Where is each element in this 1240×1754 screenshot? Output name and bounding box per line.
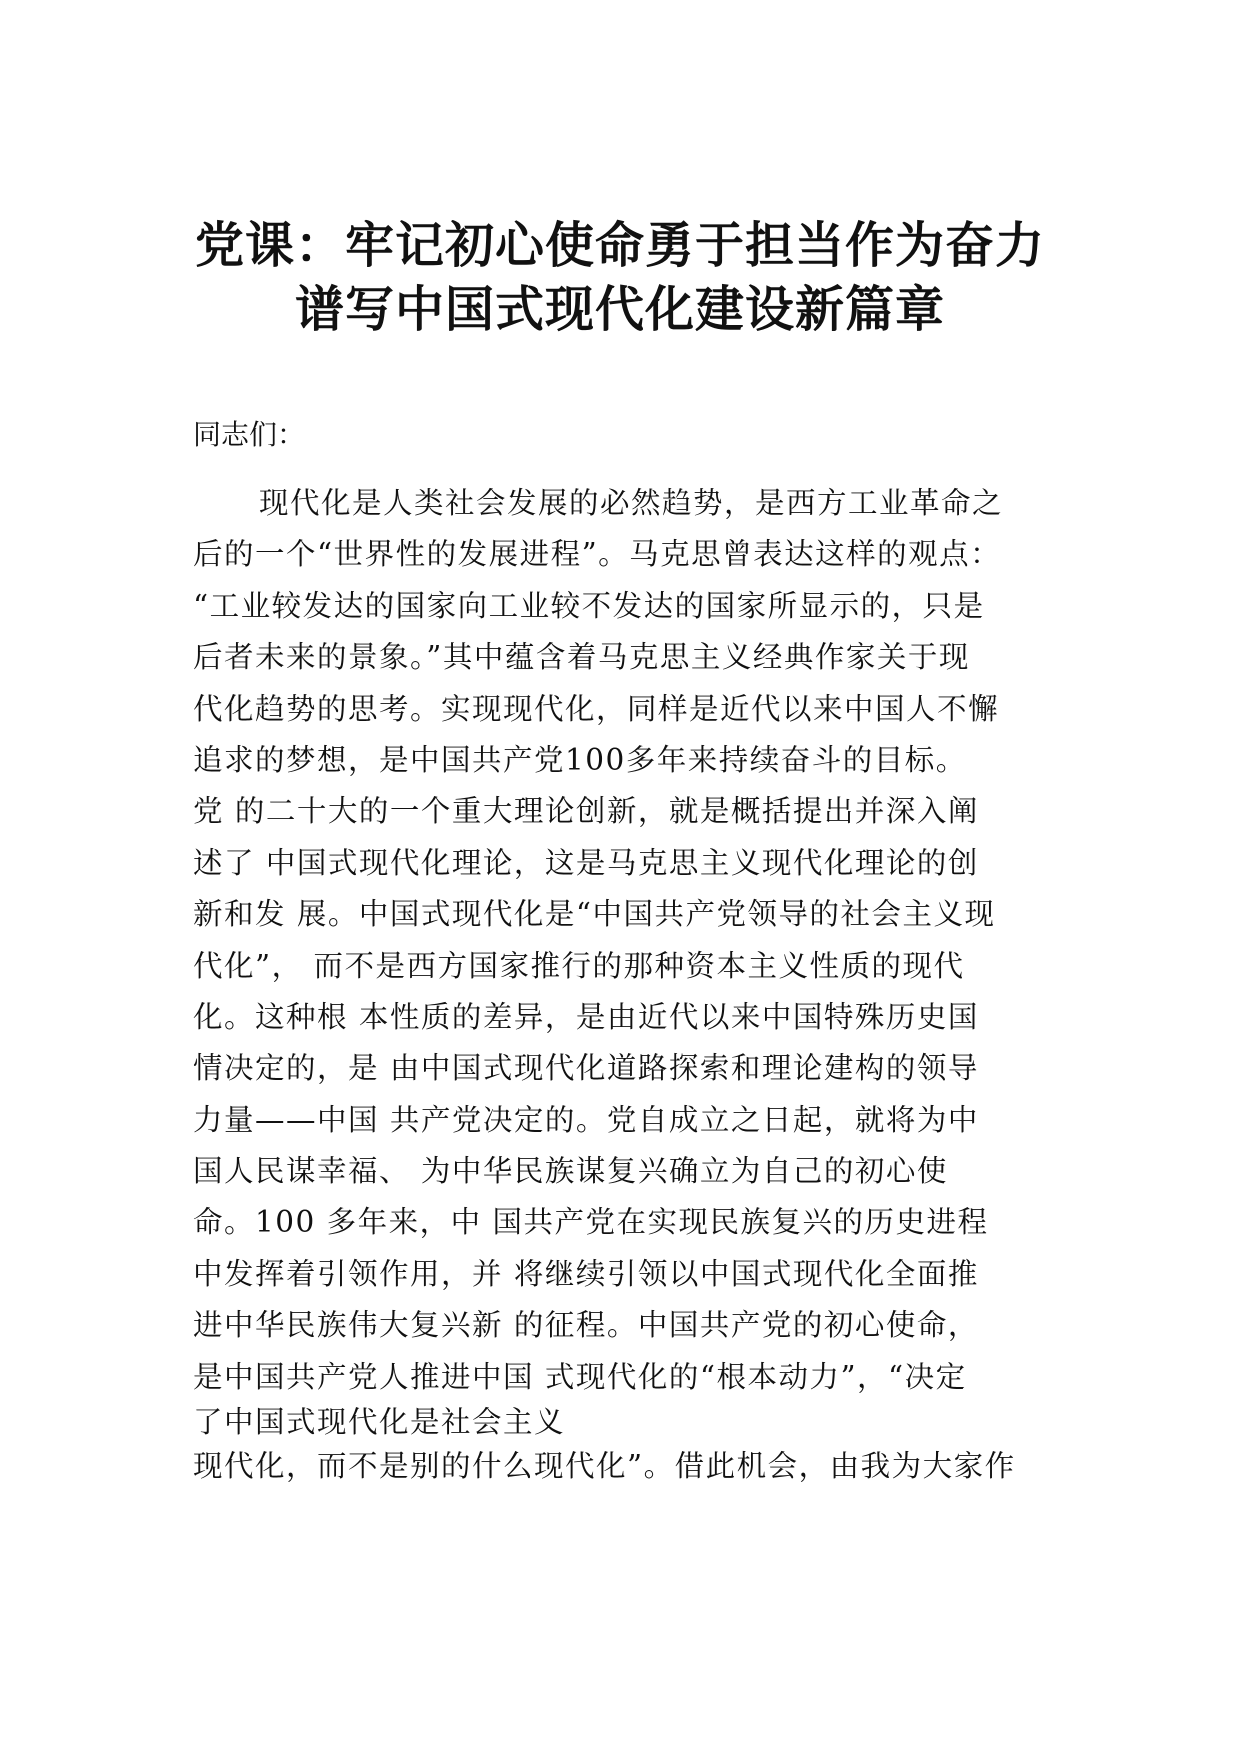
body-line: 力量——中国 共产党决定的。党自成立之日起，就将为中: [193, 1102, 979, 1137]
body-paragraph: [193, 478, 1073, 1492]
body-line: “工业较发达的国家向工业较不发达的国家所显示的，只是: [193, 588, 985, 623]
body-line: 新和发 展。中国式现代化是“中国共产党领导的社会主义现: [193, 897, 996, 932]
body-line: 化。这种根 本性质的差异，是由近代以来中国特殊历史国: [193, 999, 979, 1034]
body-line: 追求的梦想，是中国共产党100多年来持续奋斗的目标。: [193, 742, 967, 777]
body-line: 情决定的，是 由中国式现代化道路探索和理论建构的领导: [193, 1051, 979, 1086]
body-line: 命。100 多年来，中 国共产党在实现民族复兴的历史进程: [193, 1205, 989, 1240]
body-line: 了中国式现代化是社会主义: [193, 1405, 566, 1440]
title-line-2: 谱写中国式现代化建设新篇章: [294, 281, 945, 338]
body-line: 后的一个“世界性的发展进程”。马克思曾表达这样的观点：: [193, 537, 1002, 572]
document-title: [150, 214, 1090, 342]
body-line: 是中国共产党人推进中国 式现代化的“根本动力”，“决定: [193, 1359, 967, 1394]
salutation: 同志们：: [193, 418, 306, 451]
body-line: 代化”， 而不是西方国家推行的那种资本主义性质的现代: [193, 948, 965, 983]
title-line-1: 党课：牢记初心使命勇于担当作为奋力: [194, 217, 1045, 274]
body-line: 述了 中国式现代化理论，这是马克思主义现代化理论的创: [193, 845, 979, 880]
body-line: 中发挥着引领作用，并 将继续引领以中国式现代化全面推: [193, 1256, 979, 1291]
body-line: 进中华民族伟大复兴新 的征程。中国共产党的初心使命，: [193, 1308, 979, 1343]
body-line: 后者未来的景象。”其中蕴含着马克思主义经典作家关于现: [193, 640, 970, 675]
body-line: 党 的二十大的一个重大理论创新，就是概括提出并深入阐: [193, 794, 979, 829]
body-line: 现代化是人类社会发展的必然趋势，是西方工业革命之: [259, 486, 1004, 520]
body-line: 国人民谋幸福、 为中华民族谋复兴确立为自己的初心使: [193, 1154, 948, 1189]
body-line: 代化趋势的思考。实现现代化，同样是近代以来中国人不懈: [193, 691, 1000, 726]
body-line: 现代化，而不是别的什么现代化”。借此机会，由我为大家作: [193, 1449, 1016, 1484]
